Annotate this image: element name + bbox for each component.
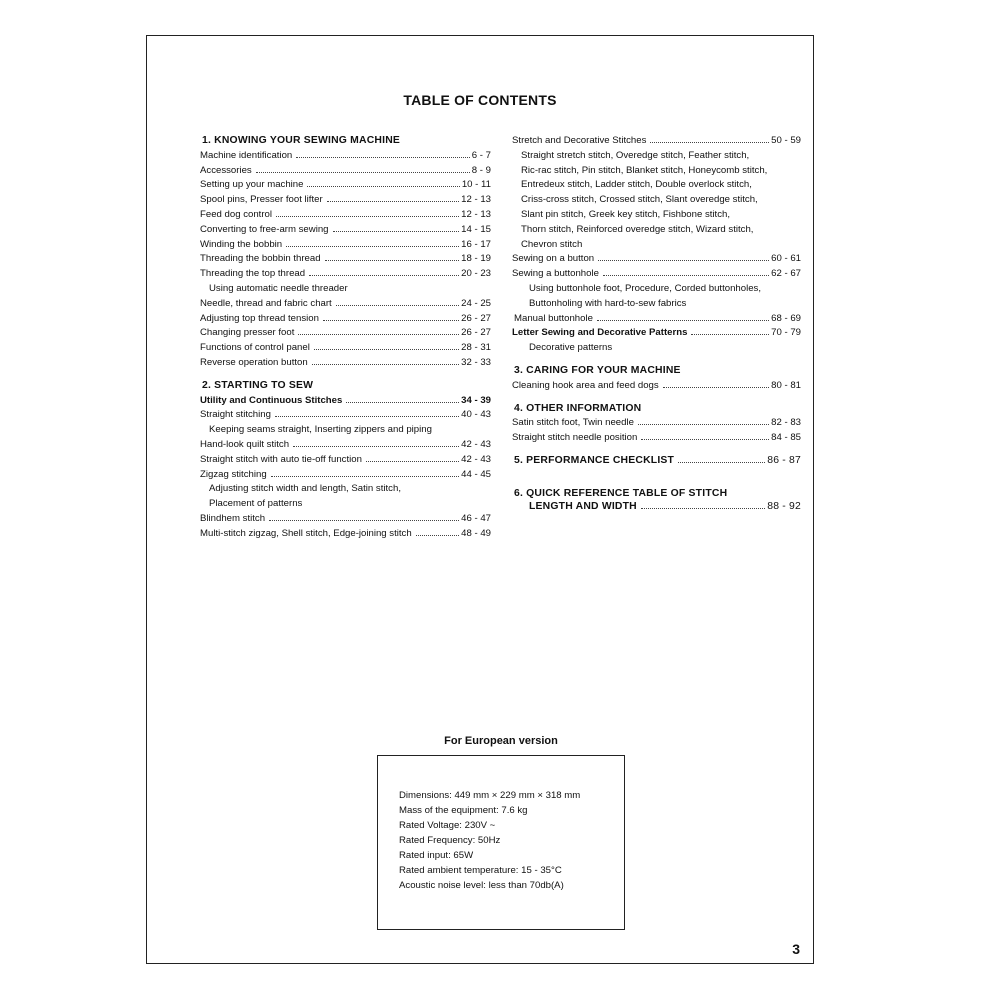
toc-entry: Setting up your machine 10 - 11: [200, 179, 491, 191]
spec-line: Dimensions: 449 mm × 229 mm × 318 mm: [399, 790, 581, 801]
toc-entry: Functions of control panel 28 - 31: [200, 342, 491, 354]
spec-line: Rated Frequency: 50Hz: [399, 835, 501, 846]
toc-subentry: Slant pin stitch, Greek key stitch, Fishbone stitch,: [521, 208, 731, 220]
toc-entry: Sewing a buttonhole 62 - 67: [512, 268, 801, 280]
section-heading: LENGTH AND WIDTH 88 - 92: [529, 500, 801, 512]
toc-right-column: [512, 134, 801, 513]
toc-entry: Manual buttonhole 68 - 69: [514, 312, 801, 324]
toc-entry: Threading the bobbin thread 18 - 19: [200, 253, 491, 265]
toc-entry: Stretch and Decorative Stitches 50 - 59: [512, 135, 801, 146]
toc-entry: Satin stitch foot, Twin needle 82 - 83: [512, 417, 801, 429]
toc-entry: Feed dog control 12 - 13: [200, 208, 491, 220]
toc-subentry: Using automatic needle threader: [209, 282, 348, 294]
section-heading: 3. CARING FOR YOUR MACHINE: [514, 364, 681, 376]
toc-entry: Straight stitch needle position 84 - 85: [512, 432, 801, 444]
toc-subentry: Decorative patterns: [529, 342, 613, 354]
toc-entry: Zigzag stitching 44 - 45: [200, 468, 491, 480]
toc-subentry: Ric-rac stitch, Pin stitch, Blanket stitch, Honeycomb stitch,: [521, 164, 768, 176]
toc-entry: Reverse operation button 32 - 33: [200, 356, 491, 368]
section-heading: 5. PERFORMANCE CHECKLIST 86 - 87: [514, 454, 801, 466]
toc-entry: Adjusting top thread tension 26 - 27: [200, 312, 491, 324]
page-number: 3: [792, 941, 800, 957]
toc-entry: Threading the top thread 20 - 23: [200, 268, 491, 280]
toc-entry: Straight stitching 40 - 43: [200, 409, 491, 421]
section-heading: 6. QUICK REFERENCE TABLE OF STITCH: [514, 487, 728, 499]
toc-subentry: Chevron stitch: [521, 238, 583, 250]
toc-entry: Changing presser foot 26 - 27: [200, 327, 491, 339]
toc-entry: Utility and Continuous Stitches 34 - 39: [200, 394, 491, 406]
toc-subentry: Using buttonhole foot, Procedure, Corded buttonholes,: [529, 282, 762, 294]
toc-subentry: Straight stretch stitch, Overedge stitch, Feather stitch,: [521, 149, 750, 161]
toc-subentry: Thorn stitch, Reinforced overedge stitch, Wizard stitch,: [521, 223, 754, 235]
european-specs-box: [377, 755, 625, 930]
toc-subentry: Placement of patterns: [209, 498, 303, 510]
toc-entry: Blindhem stitch 46 - 47: [200, 512, 491, 524]
toc-subentry: Keeping seams straight, Inserting zippers and piping: [209, 424, 432, 436]
page-title: TABLE OF CONTENTS: [403, 92, 557, 108]
toc-entry: Needle, thread and fabric chart 24 - 25: [200, 297, 491, 309]
toc-left-column: [200, 134, 491, 542]
toc-entry: Sewing on a button 60 - 61: [512, 253, 801, 265]
toc-entry: Winding the bobbin 16 - 17: [200, 238, 491, 250]
toc-entry: Hand-look quilt stitch 42 - 43: [200, 438, 491, 450]
section-heading: 2. STARTING TO SEW: [202, 379, 314, 391]
manual-page: [146, 35, 814, 964]
toc-subentry: Criss-cross stitch, Crossed stitch, Slant overedge stitch,: [521, 194, 758, 206]
toc-entry: Converting to free-arm sewing 14 - 15: [200, 223, 491, 235]
toc-entry: Letter Sewing and Decorative Patterns 70 - 79: [512, 327, 801, 339]
spec-line: Mass of the equipment: 7.6 kg: [399, 805, 528, 816]
toc-subentry: Buttonholing with hard-to-sew fabrics: [529, 297, 687, 309]
spec-line: Acoustic noise level: less than 70db(A): [399, 880, 564, 891]
toc-entry: Spool pins, Presser foot lifter 12 - 13: [200, 194, 491, 206]
spec-line: Rated input: 65W: [399, 850, 474, 861]
spec-line: Rated ambient temperature: 15 - 35°C: [399, 865, 562, 876]
toc-entry: Straight stitch with auto tie-off function 42 - 43: [200, 453, 491, 465]
toc-entry: Machine identification 6 - 7: [200, 149, 491, 161]
toc-entry: Accessories 8 - 9: [200, 164, 491, 176]
toc-entry: Cleaning hook area and feed dogs 80 - 81: [512, 379, 801, 391]
toc-subentry: Entredeux stitch, Ladder stitch, Double overlock stitch,: [521, 179, 752, 191]
section-heading: 4. OTHER INFORMATION: [514, 402, 642, 414]
section-heading: 1. KNOWING YOUR SEWING MACHINE: [202, 135, 401, 146]
toc-subentry: Adjusting stitch width and length, Satin stitch,: [209, 483, 401, 495]
european-version-heading: For European version: [444, 735, 558, 747]
spec-line: Rated Voltage: 230V ~: [399, 820, 496, 831]
toc-entry: Multi-stitch zigzag, Shell stitch, Edge-joining stitch 48 - 49: [200, 527, 491, 539]
